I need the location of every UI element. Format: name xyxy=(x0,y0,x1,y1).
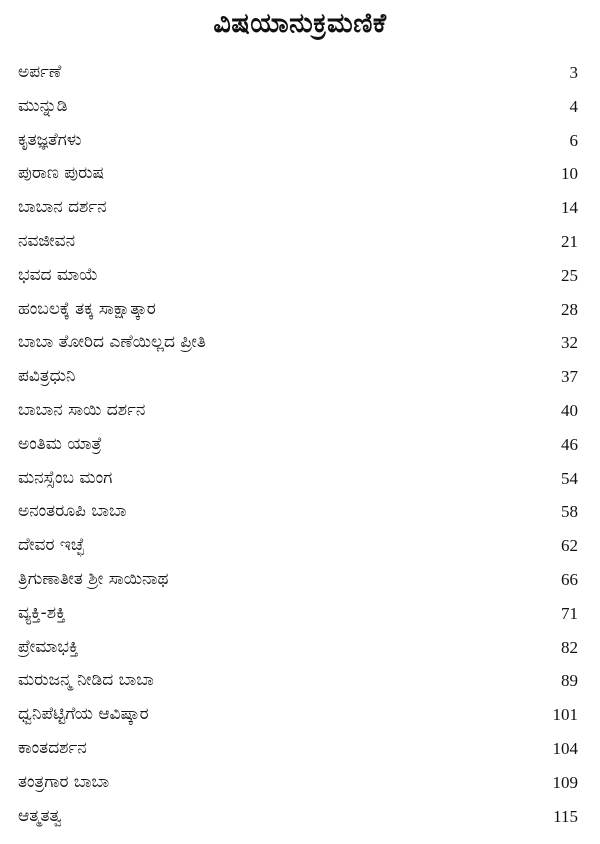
toc-entry-page-number: 89 xyxy=(561,671,578,691)
toc-entry-title: ಪ್ರೇಮಾಭಕ್ತಿ xyxy=(18,636,79,657)
toc-entry-page-number: 71 xyxy=(561,603,578,623)
toc-entry xyxy=(18,732,578,766)
toc-entry-title: ಮನಸ್ಸೆಂಬ ಮಂಗ xyxy=(18,467,113,488)
toc-entry-title: ಬಾಬಾ ತೋರಿದ ಎಣೆಯಿಲ್ಲದ ಪ್ರೀತಿ xyxy=(18,332,206,353)
toc-entry-page-number: 109 xyxy=(552,772,578,792)
toc-entry-page-number: 40 xyxy=(561,400,578,420)
toc-entry xyxy=(18,495,578,529)
toc-entry-page-number: 4 xyxy=(569,96,578,116)
toc-entry xyxy=(18,124,578,158)
toc-entry-title: ಮುನ್ನುಡಿ xyxy=(18,95,68,116)
toc-entry xyxy=(18,698,578,732)
toc-entry xyxy=(18,597,578,631)
toc-entry-page-number: 3 xyxy=(569,63,578,82)
toc-entry-page-number: 6 xyxy=(569,130,578,150)
toc-entry-page-number: 66 xyxy=(561,569,578,589)
toc-entry-page-number: 101 xyxy=(552,705,578,725)
toc-entry-title: ಕಾಂತದರ್ಶನ xyxy=(18,737,87,758)
toc-entry xyxy=(18,360,578,394)
toc-entry xyxy=(18,90,578,124)
toc-entry xyxy=(18,394,578,428)
toc-entry-title: ಪವಿತ್ರಧುನಿ xyxy=(18,366,76,387)
toc-entry-title: ಹಂಬಲಕ್ಕೆ ತಕ್ಕ ಸಾಕ್ಷಾತ್ಕಾರ xyxy=(18,298,156,319)
toc-entry-title: ಪುರಾಣ ಪುರುಷ xyxy=(18,163,105,184)
toc-entry xyxy=(18,529,578,563)
toc-entry-title: ಆತ್ಮತತ್ವ xyxy=(18,805,62,826)
toc-entry-page-number: 82 xyxy=(561,637,578,657)
toc-entry xyxy=(18,225,578,259)
toc-entry-page-number: 25 xyxy=(561,265,578,285)
toc-entry-page-number: 37 xyxy=(561,367,578,387)
toc-entry-page-number: 54 xyxy=(561,468,578,488)
toc-entry xyxy=(18,157,578,191)
toc-entry-title: ವ್ಯಕ್ತಿ-ಶಕ್ತಿ xyxy=(18,602,66,623)
toc-entry-title: ಧ್ವನಿಪೆಟ್ಟಿಗೆಯ ಆವಿಷ್ಕಾರ xyxy=(18,704,149,725)
toc-entry-title: ಅರ್ಪಣೆ xyxy=(18,62,62,82)
toc-entry-page-number: 21 xyxy=(561,231,578,251)
toc-entry-page-number: 10 xyxy=(561,164,578,184)
toc-entry-page-number: 104 xyxy=(552,738,578,758)
toc-entry-title: ಭವದ ಮಾಯೆ xyxy=(18,264,98,285)
toc-entry-title: ಅನಂತರೂಪಿ ಬಾಬಾ xyxy=(18,501,127,522)
toc-entry-page-number: 46 xyxy=(561,434,578,454)
table-of-contents xyxy=(18,56,578,833)
toc-entry-title: ದೇವರ ಇಚ್ಛೆ xyxy=(18,535,85,556)
toc-entry xyxy=(18,56,578,90)
toc-entry xyxy=(18,326,578,360)
toc-entry-page-number: 14 xyxy=(561,198,578,218)
toc-entry-title: ಮರುಜನ್ಮ ನೀಡಿದ ಬಾಬಾ xyxy=(18,670,154,691)
toc-entry-page-number: 62 xyxy=(561,536,578,556)
toc-entry xyxy=(18,631,578,665)
toc-entry xyxy=(18,800,578,834)
toc-entry-page-number: 32 xyxy=(561,333,578,353)
toc-entry xyxy=(18,191,578,225)
toc-entry xyxy=(18,664,578,698)
toc-entry xyxy=(18,259,578,293)
toc-entry-title: ತ್ರಿಗುಣಾತೀತ ಶ್ರೀ ಸಾಯಿನಾಥ xyxy=(18,568,169,589)
toc-entry-title: ಅಂತಿಮ ಯಾತ್ರೆ xyxy=(18,433,102,454)
toc-entry-page-number: 28 xyxy=(561,299,578,319)
toc-entry-title: ಕೃತಜ್ಞತೆಗಳು xyxy=(18,129,82,150)
page-title: ವಿಷಯಾನುಕ್ರಮಣಿಕೆ xyxy=(213,8,387,39)
toc-entry-page-number: 115 xyxy=(553,806,578,826)
toc-entry-title: ನವಜೀವನ xyxy=(18,230,76,251)
toc-entry xyxy=(18,766,578,800)
toc-entry xyxy=(18,563,578,597)
toc-entry xyxy=(18,293,578,327)
toc-entry xyxy=(18,428,578,462)
toc-entry-title: ತಂತ್ರಗಾರ ಬಾಬಾ xyxy=(18,771,110,792)
toc-entry xyxy=(18,462,578,496)
toc-entry-title: ಬಾಬಾನ ದರ್ಶನ xyxy=(18,197,107,218)
toc-entry-title: ಬಾಬಾನ ಸಾಯಿ ದರ್ಶನ xyxy=(18,399,146,420)
toc-entry-page-number: 58 xyxy=(561,502,578,522)
